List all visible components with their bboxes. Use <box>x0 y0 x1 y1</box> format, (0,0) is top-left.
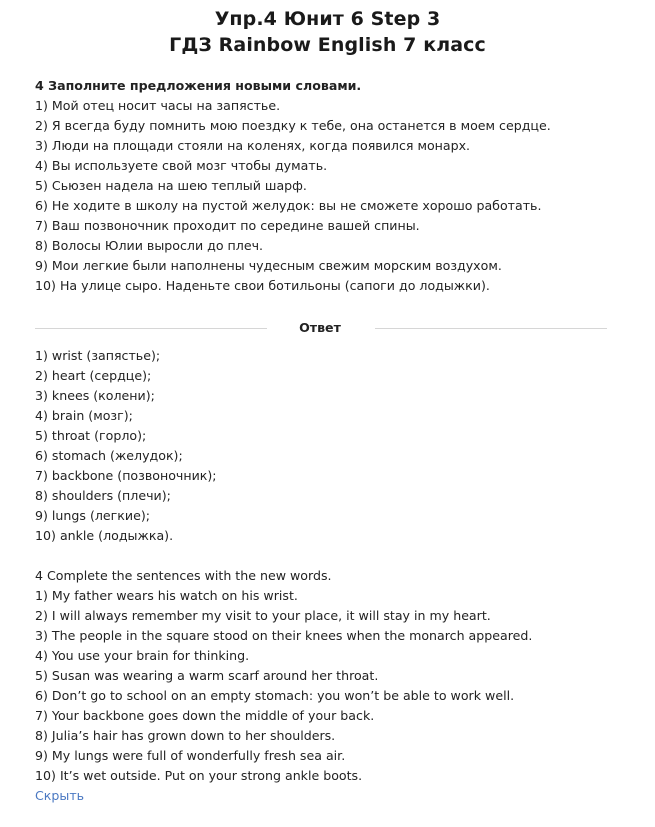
english-sentence: 7) Your backbone goes down the middle of your back. <box>35 708 375 723</box>
answer-word: 2) heart (сердце); <box>35 368 152 383</box>
task-sentence: 3) Люди на площади стояли на коленях, когда появился монарх. <box>35 138 471 153</box>
task-sentence: 4) Вы используете свой мозг чтобы думать. <box>35 158 328 173</box>
english-sentence: 8) Julia’s hair has grown down to her shoulders. <box>35 728 336 743</box>
english-sentence: 9) My lungs were full of wonderfully fresh sea air. <box>35 748 346 763</box>
answer-word: 3) knees (колени); <box>35 388 155 403</box>
answer-word: 9) lungs (легкие); <box>35 508 150 523</box>
answer-word: 8) shoulders (плечи); <box>35 488 171 503</box>
answer-separator <box>35 318 605 338</box>
exercise-content <box>35 76 605 806</box>
page-header <box>0 0 655 58</box>
task-sentence: 5) Сьюзен надела на шею теплый шарф. <box>35 178 307 193</box>
answer-word: 7) backbone (позвоночник); <box>35 468 217 483</box>
answer-word-list <box>35 346 605 546</box>
task-sentence-list <box>35 96 605 296</box>
answer-word: 1) wrist (запястье); <box>35 348 161 363</box>
task-sentence: 10) На улице сыро. Наденьте свои ботильоны (сапоги до лодыжки). <box>35 278 490 293</box>
english-sentence-list <box>35 586 605 786</box>
english-sentence: 5) Susan was wearing a warm scarf around her throat. <box>35 668 379 683</box>
task-sentence: 2) Я всегда буду помнить мою поездку к тебе, она останется в моем сердце. <box>35 118 551 133</box>
answer-word: 10) ankle (лодыжка). <box>35 528 174 543</box>
divider-right <box>375 328 607 329</box>
english-sentence: 1) My father wears his watch on his wrist. <box>35 588 298 603</box>
spacer <box>35 546 605 566</box>
answer-word: 6) stomach (желудок); <box>35 448 183 463</box>
english-sentence: 10) It’s wet outside. Put on your strong ankle boots. <box>35 768 363 783</box>
task-sentence: 9) Мои легкие были наполнены чудесным свежим морским воздухом. <box>35 258 502 273</box>
task-heading: 4 Заполните предложения новыми словами. <box>35 78 362 93</box>
answer-word: 4) brain (мозг); <box>35 408 133 423</box>
english-sentence: 3) The people in the square stood on their knees when the monarch appeared. <box>35 628 533 643</box>
answer-label: Ответ <box>299 320 341 335</box>
page-title-line-2: ГДЗ Rainbow English 7 класс <box>169 34 486 56</box>
english-sentence: 2) I will always remember my visit to your place, it will stay in my heart. <box>35 608 491 623</box>
task-sentence: 6) Не ходите в школу на пустой желудок: вы не сможете хорошо работать. <box>35 198 542 213</box>
hide-answer-link[interactable]: Скрыть <box>35 788 85 803</box>
english-sentence: 6) Don’t go to school on an empty stomach: you won’t be able to work well. <box>35 688 515 703</box>
task-sentence: 8) Волосы Юлии выросли до плеч. <box>35 238 264 253</box>
english-sentence: 4) You use your brain for thinking. <box>35 648 250 663</box>
task-sentence: 7) Ваш позвоночник проходит по середине вашей спины. <box>35 218 420 233</box>
answer-word: 5) throat (горло); <box>35 428 147 443</box>
task-sentence: 1) Мой отец носит часы на запястье. <box>35 98 281 113</box>
english-heading: 4 Complete the sentences with the new words. <box>35 568 332 583</box>
page-title-line-1: Упр.4 Юнит 6 Step 3 <box>214 8 441 30</box>
